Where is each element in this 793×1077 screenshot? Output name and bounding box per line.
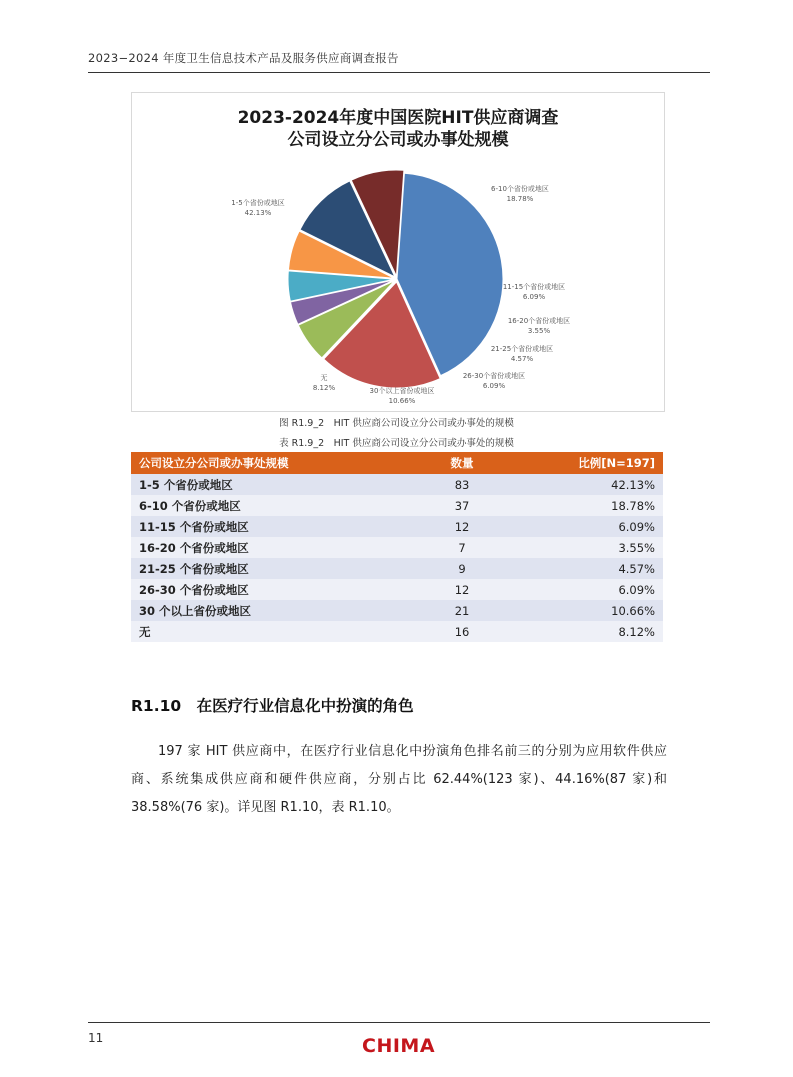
cell-category: 无 [131, 621, 427, 642]
cell-category: 6-10 个省份或地区 [131, 495, 427, 516]
cell-category: 11-15 个省份或地区 [131, 516, 427, 537]
table-row [131, 537, 663, 558]
slice-percent-label: 6.09% [482, 382, 506, 390]
table-row [131, 621, 663, 642]
slice-label: 16-20个省份或地区 [507, 317, 571, 325]
table-row [131, 495, 663, 516]
slice-label: 11-15个省份或地区 [502, 283, 566, 291]
page-number: 11 [88, 1031, 104, 1045]
cell-ratio: 8.12% [497, 621, 663, 642]
cell-count: 12 [427, 579, 497, 600]
table-row [131, 579, 663, 600]
pie-svg [132, 93, 664, 411]
slice-percent-label: 10.66% [388, 397, 416, 405]
cell-category: 1-5 个省份或地区 [131, 474, 427, 495]
cell-count: 37 [427, 495, 497, 516]
cell-category: 16-20 个省份或地区 [131, 537, 427, 558]
running-header: 2023−2024 年度卫生信息技术产品及服务供应商调查报告 [88, 51, 399, 65]
table-row [131, 558, 663, 579]
cell-ratio: 42.13% [497, 474, 663, 495]
slice-percent-label: 8.12% [312, 384, 336, 392]
table-row [131, 516, 663, 537]
slice-percent-label: 18.78% [506, 195, 534, 203]
chart-title-line1: 2023-2024年度中国医院HIT供应商调查 [237, 108, 559, 128]
header-ratio: 比例[N=197] [497, 452, 663, 474]
body-paragraph: 197 家 HIT 供应商中，在医疗行业信息化中扮演角色排名前三的分别为应用软件供应商、系统集成供应商和硬件供应商，分别占比 62.44%(123 家)、44.16%(87 家)和 38.58%(76 家)。详见图 R1.10，表 R1.10。 [131, 744, 667, 815]
table-row [131, 474, 663, 495]
table-header-row [131, 452, 663, 474]
cell-count: 9 [427, 558, 497, 579]
chima-logo: CHIMA [362, 1035, 436, 1057]
pie-chart [131, 92, 665, 412]
cell-count: 83 [427, 474, 497, 495]
cell-category: 26-30 个省份或地区 [131, 579, 427, 600]
slice-label: 1-5个省份或地区 [231, 199, 285, 207]
slice-percent-label: 6.09% [522, 293, 546, 301]
slice-label: 无 [320, 374, 328, 382]
slice-label: 6-10个省份或地区 [491, 185, 549, 193]
section-heading: R1.10 在医疗行业信息化中扮演的角色 [131, 697, 414, 715]
slice-percent-label: 4.57% [510, 355, 534, 363]
slice-label: 30个以上省份或地区 [369, 387, 435, 395]
footer-rule [88, 1022, 710, 1023]
slice-label: 21-25个省份或地区 [490, 345, 554, 353]
slice-label: 26-30个省份或地区 [462, 372, 526, 380]
cell-ratio: 6.09% [497, 579, 663, 600]
table-row [131, 600, 663, 621]
cell-count: 7 [427, 537, 497, 558]
header-rule [88, 72, 710, 73]
figure-caption: 图 R1.9_2 HIT 供应商公司设立分公司或办事处的规模 [279, 418, 514, 429]
cell-count: 16 [427, 621, 497, 642]
cell-count: 21 [427, 600, 497, 621]
header-count: 数量 [427, 452, 497, 474]
cell-ratio: 10.66% [497, 600, 663, 621]
cell-ratio: 3.55% [497, 537, 663, 558]
slice-percent-label: 42.13% [244, 209, 272, 217]
slice-percent-label: 3.55% [527, 327, 551, 335]
table-caption: 表 R1.9_2 HIT 供应商公司设立分公司或办事处的规模 [279, 438, 514, 449]
chart-title-line2: 公司设立分公司或办事处规模 [287, 130, 509, 150]
cell-category: 21-25 个省份或地区 [131, 558, 427, 579]
header-category: 公司设立分公司或办事处规模 [131, 452, 427, 474]
cell-ratio: 6.09% [497, 516, 663, 537]
cell-count: 12 [427, 516, 497, 537]
cell-category: 30 个以上省份或地区 [131, 600, 427, 621]
cell-ratio: 4.57% [497, 558, 663, 579]
cell-ratio: 18.78% [497, 495, 663, 516]
data-table [131, 452, 663, 642]
